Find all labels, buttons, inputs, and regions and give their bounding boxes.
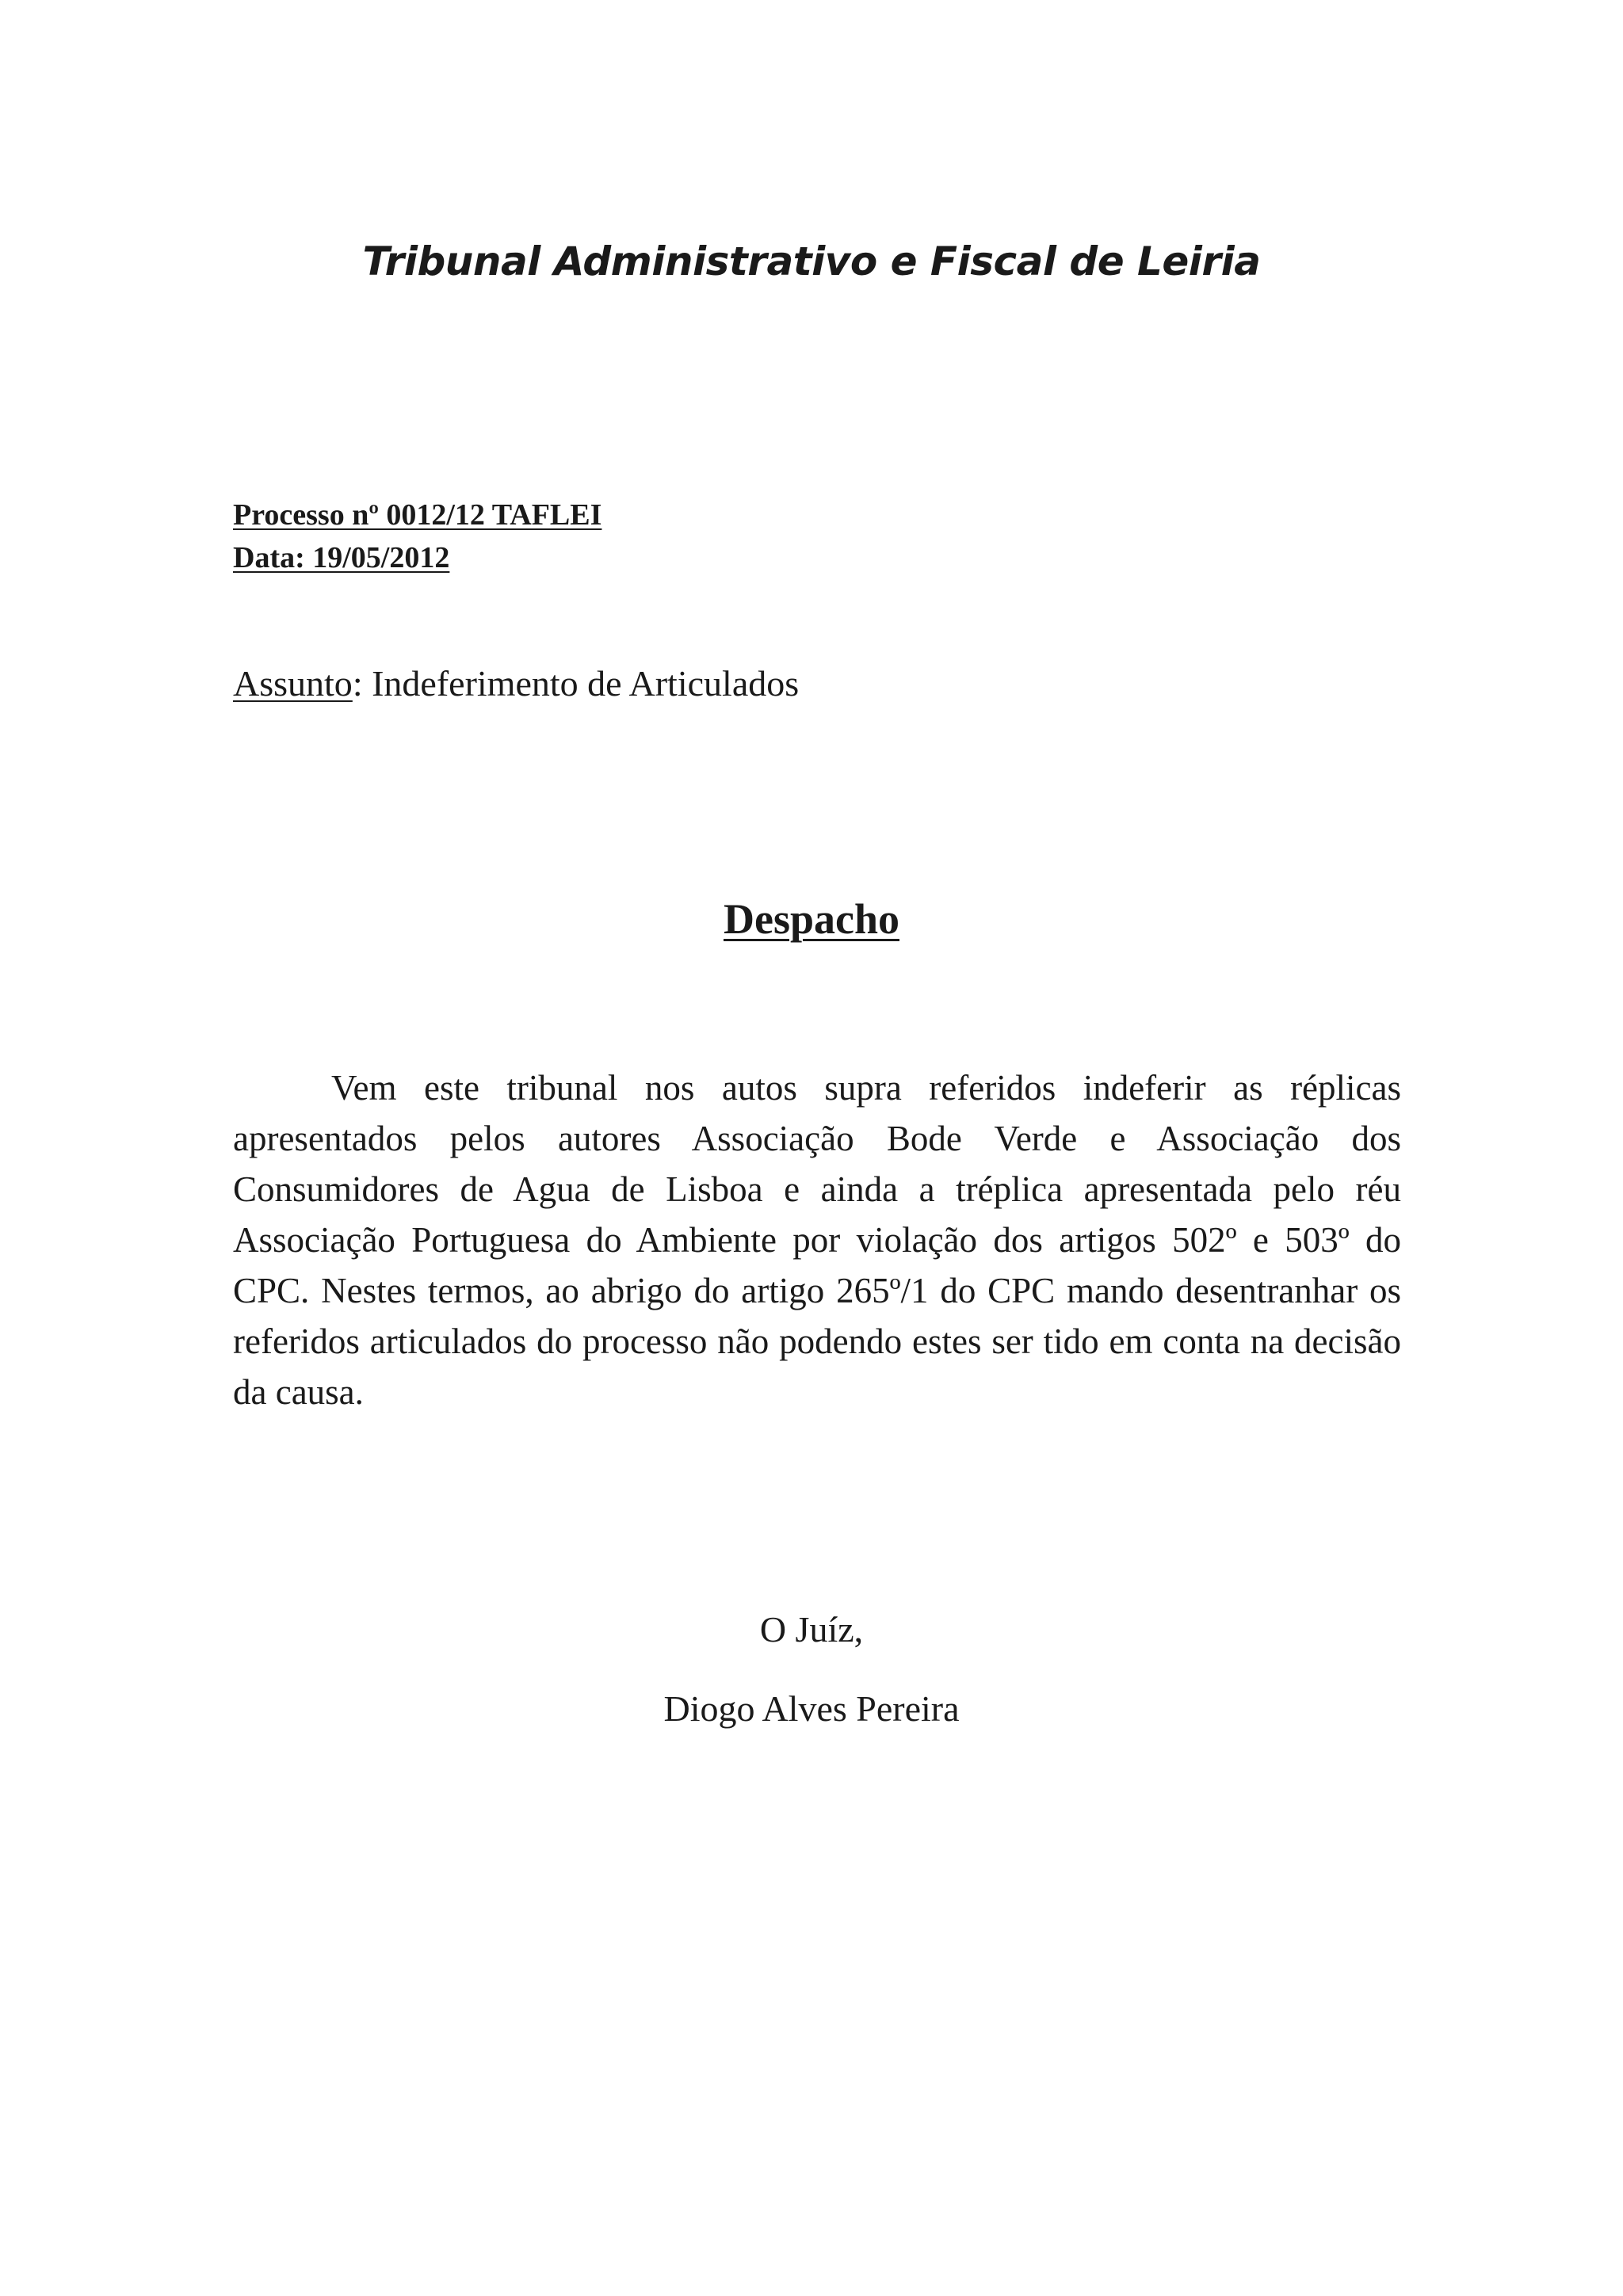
- subject-label: Assunto: [233, 663, 353, 704]
- document-heading: Despacho: [723, 895, 899, 943]
- subject-text: Indeferimento de Articulados: [372, 663, 800, 704]
- process-number: Processo nº 0012/12 TAFLEI: [233, 498, 602, 532]
- court-title: Tribunal Administrativo e Fiscal de Leiria: [362, 238, 1261, 284]
- signature-name: Diogo Alves Pereira: [663, 1688, 960, 1729]
- signature-role: O Juíz,: [759, 1609, 864, 1650]
- process-date: Data: 19/05/2012: [233, 541, 450, 574]
- subject-separator: :: [352, 663, 372, 704]
- process-metadata: [233, 494, 601, 579]
- body-paragraph: Vem este tribunal nos autos supra referidos indeferir as réplicas apresentados pelos autores Associação Bode Verde e Associação dos Consumidores de Agua de Lisboa e ainda a tréplica apresentada pelo réu Associação Portuguesa do Ambiente por violação dos artigos 502º e 503º do CPC. Nestes termos, ao abrigo do artigo 265º/1 do CPC mando desentranhar os referidos articulados do processo não podendo estes ser tido em conta na decisão da causa.: [233, 1068, 1401, 1412]
- subject-line: [233, 656, 799, 711]
